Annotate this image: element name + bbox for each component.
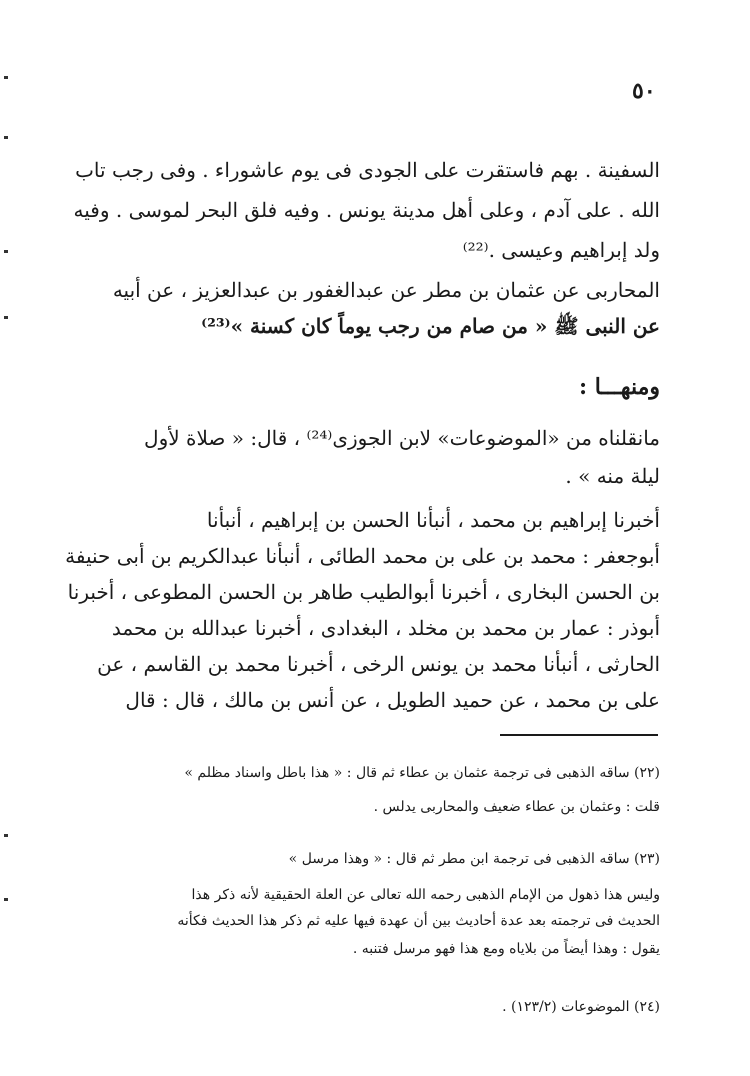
footnote-line: (٢٣) ساقه الذهبى فى ترجمة ابن مطر ثم قال : « وهذا مرسل » [288, 851, 660, 867]
text-line: أبوذر : عمار بن محمد بن مخلد ، البغدادى ، أخبرنا عبدالله بن محمد [111, 616, 660, 640]
scan-mark [4, 834, 8, 837]
page-number: ٥٠ [632, 78, 656, 104]
text-line: مانقلناه من «الموضوعات» لابن الجوزى⁽²⁴⁾ ، قال: « صلاة لأول [144, 426, 660, 450]
scan-mark [4, 898, 8, 901]
scan-mark [4, 316, 8, 319]
scan-mark [4, 250, 8, 253]
footnote-line: وليس هذا ذهول من الإمام الذهبى رحمه الله تعالى عن العلة الحقيقية لأنه ذكر هذا [191, 887, 660, 903]
scan-mark [4, 76, 8, 79]
text-line: السفينة . بهم فاستقرت على الجودى فى يوم عاشوراء . وفى رجب تاب [75, 158, 660, 182]
text-line: أبوجعفر : محمد بن على بن محمد الطائى ، أنبأنا عبدالكريم بن أبى حنيفة [65, 544, 660, 568]
text-line: الحارثى ، أنبأنا محمد بن يونس الرخى ، أخبرنا محمد بن القاسم ، عن [97, 652, 660, 676]
text-line: أخبرنا إبراهيم بن محمد ، أنبأنا الحسن بن إبراهيم ، أنبأنا [206, 508, 660, 532]
footnote-line: قلت : وعثمان بن عطاء ضعيف والمحاربى يدلس . [373, 799, 660, 815]
footnote-line: الحديث فى ترجمته بعد عدة أحاديث بين أن عهدة فيها عليه ثم ذكر هذا الحديث فكأنه [177, 913, 660, 929]
text-line: على بن محمد ، عن حميد الطويل ، عن أنس بن مالك ، قال : قال [125, 688, 660, 712]
footnote-line: (٢٢) ساقه الذهبى فى ترجمة عثمان بن عطاء ثم قال : « هذا باطل واسناد مظلم » [184, 765, 660, 781]
text-line: بن الحسن البخارى ، أخبرنا أبوالطيب طاهر بن الحسن المطوعى ، أخبرنا [67, 580, 660, 604]
scan-mark [4, 136, 8, 139]
text-line: ليلة منه » . [565, 464, 660, 488]
text-line: الله . على آدم ، وعلى أهل مدينة يونس . وفيه فلق البحر لموسى . وفيه [73, 198, 660, 222]
text-line: المحاربى عن عثمان بن مطر عن عبدالغفور بن عبدالعزيز ، عن أبيه [112, 278, 660, 302]
footnote-line: يقول : وهذا أيضاً من بلاياه ومع هذا فهو مرسل فتنبه . [352, 941, 660, 957]
text-line: ولد إبراهيم وعيسى .⁽²²⁾ [462, 238, 660, 262]
section-heading: ومنهـــا : [578, 374, 660, 400]
footnote-separator [500, 734, 658, 736]
hadith-line: عن النبى ﷺ « من صام من رجب يوماً كان كسنة »⁽²³⁾ [201, 314, 660, 338]
footnote-24: (٢٤) الموضوعات (١٢٣/٢) . [502, 999, 660, 1015]
